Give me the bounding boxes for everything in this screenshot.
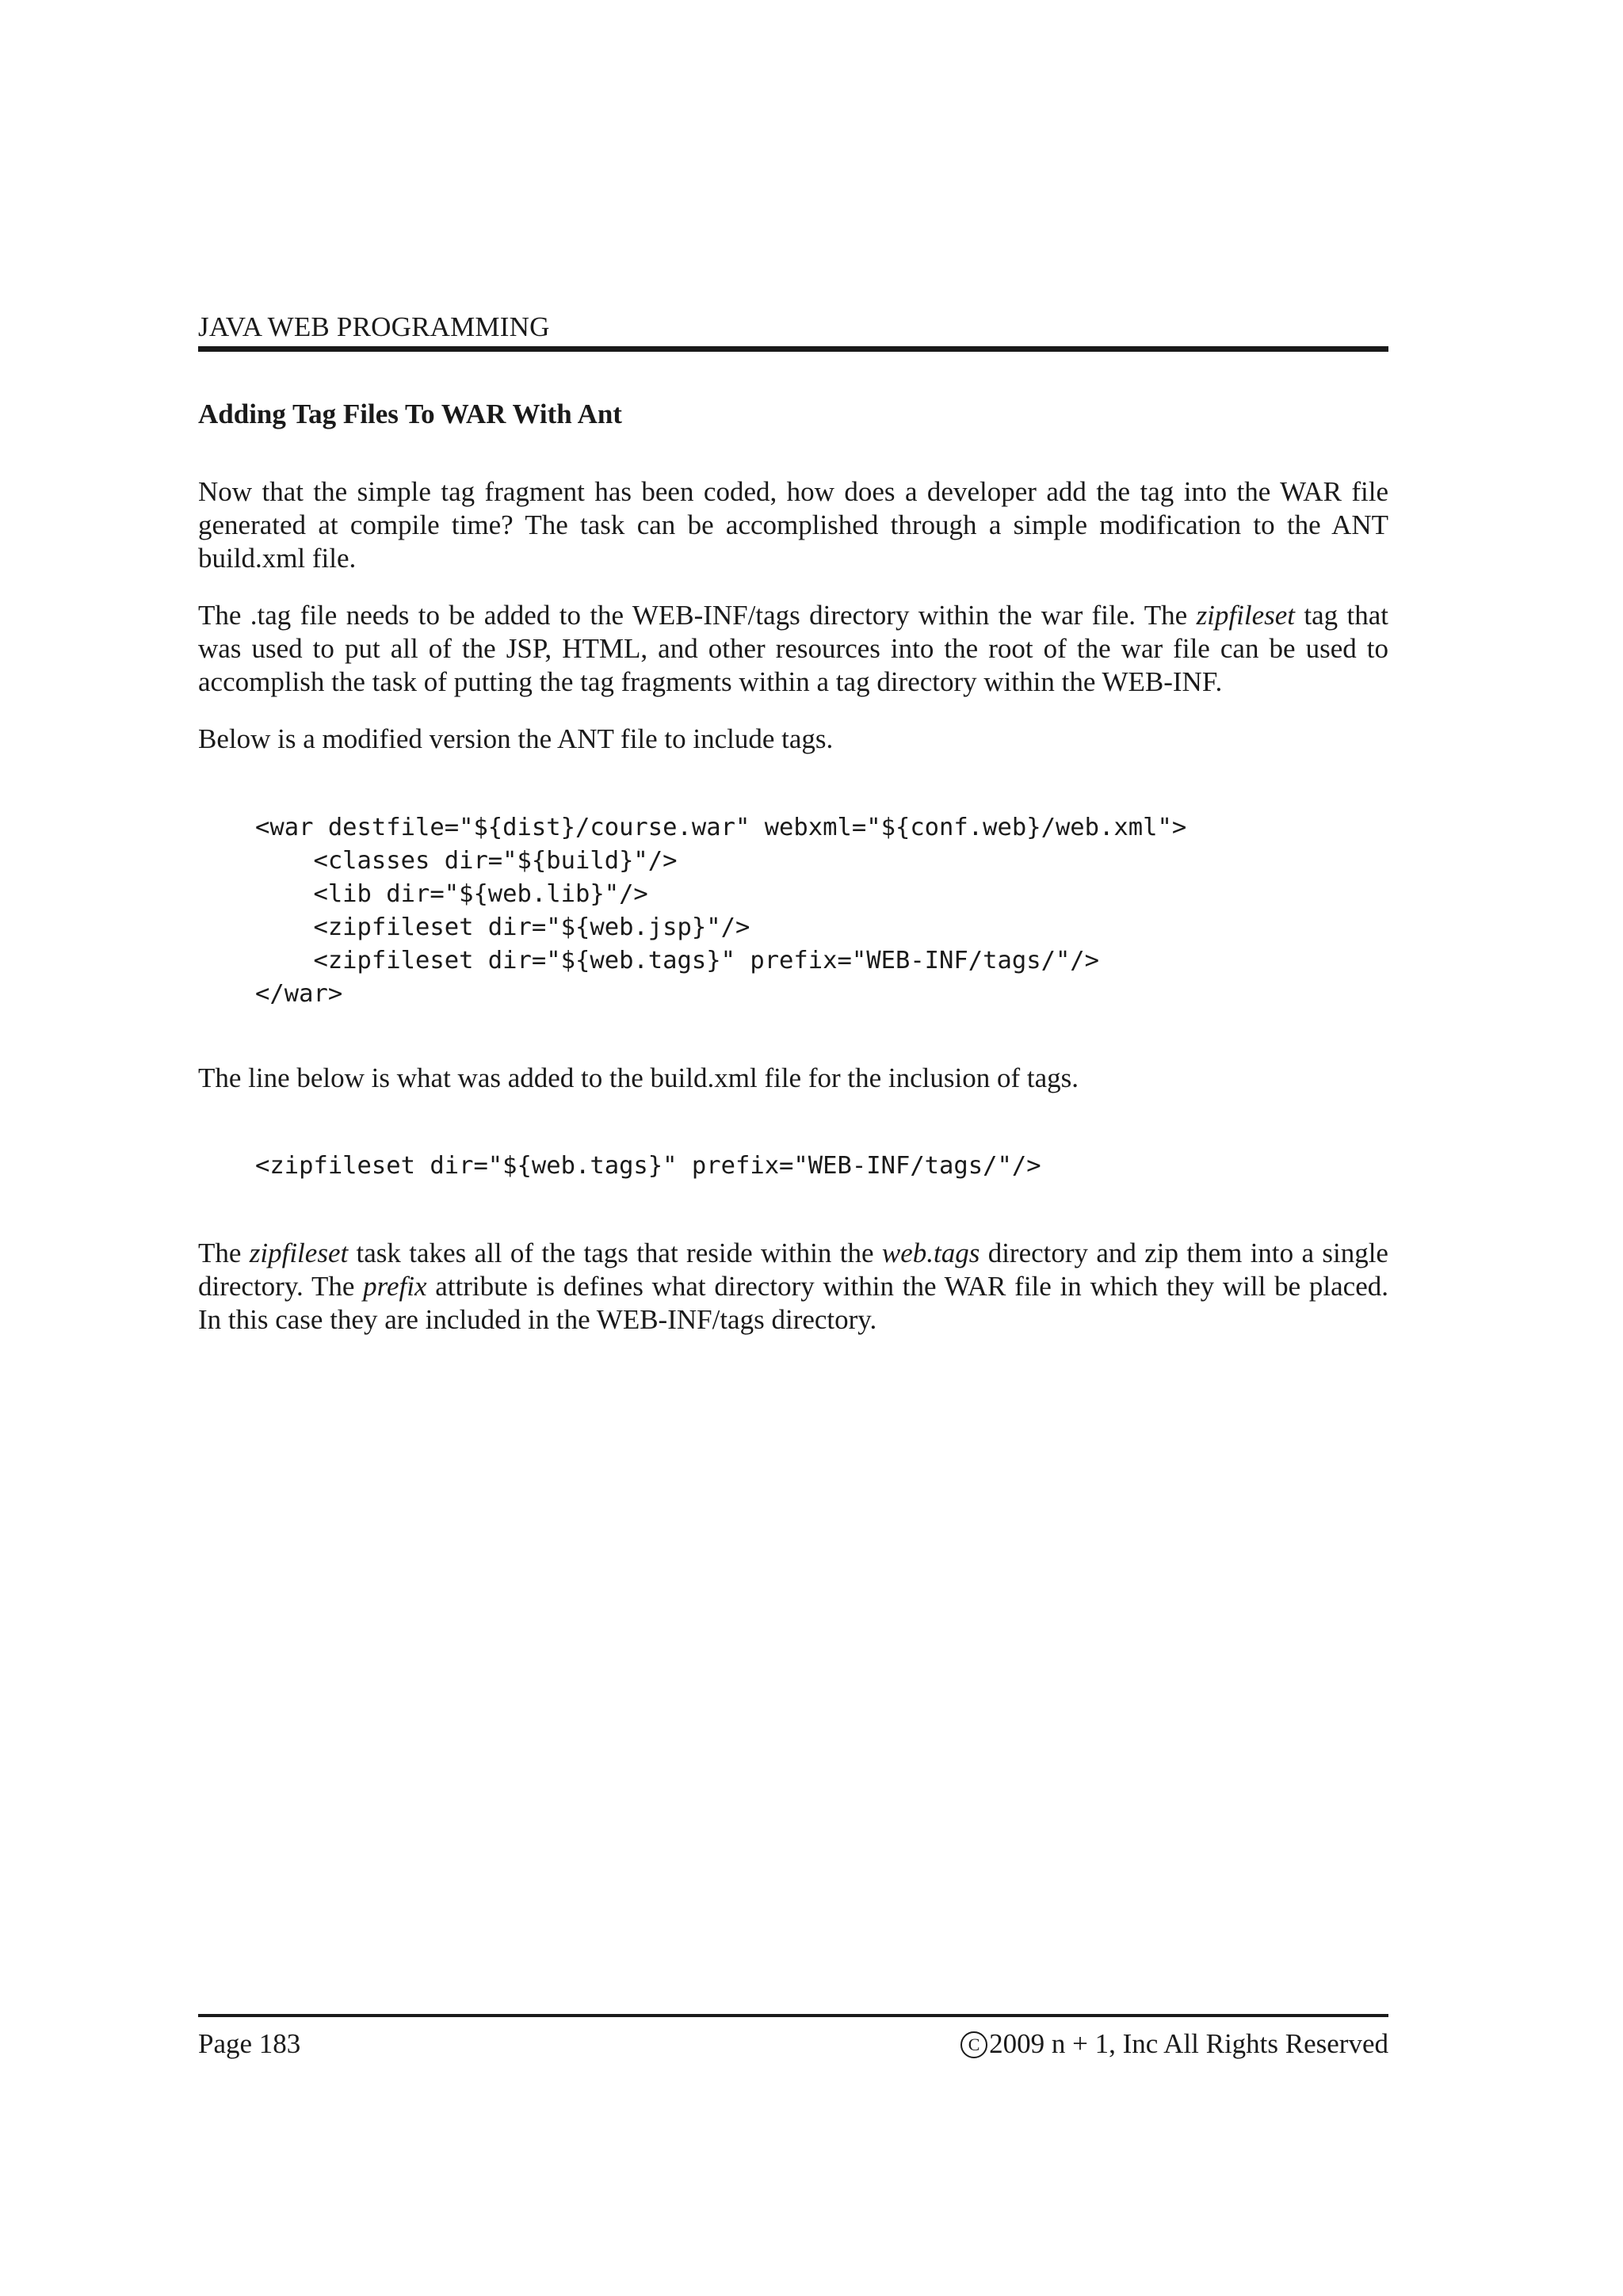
paragraph-modified-version: Below is a modified version the ANT file to include tags. — [198, 723, 834, 754]
copyright-notice — [960, 2027, 1388, 2061]
header-rule — [198, 346, 1388, 352]
copyright-symbol: C — [960, 2031, 987, 2058]
footer-rule — [198, 2014, 1388, 2017]
paragraph-text: The .tag file needs to be added to the WEB-INF/tags directory within the war file. The — [198, 600, 1197, 631]
emphasis-prefix: prefix — [363, 1271, 427, 1302]
paragraph-tag-location — [198, 599, 1388, 699]
paragraph-text: task takes all of the tags that reside within the — [348, 1238, 882, 1268]
paragraph-intro: Now that the simple tag fragment has been coded, how does a developer add the tag into the WAR file generated at compile time? The task can be accomplished through a simple modification to the ANT build.xml file. — [198, 476, 1388, 574]
running-header: JAVA WEB PROGRAMMING — [198, 311, 550, 342]
page-number: Page 183 — [198, 2028, 301, 2059]
paragraph-text: directory and zip them into a single directory. The — [198, 1238, 1388, 1302]
paragraph-zipfileset-explanation — [198, 1237, 1388, 1337]
paragraph-text: The — [198, 1238, 250, 1268]
section-title: Adding Tag Files To WAR With Ant — [198, 399, 622, 429]
emphasis-zipfileset: zipfileset — [1196, 600, 1295, 631]
copyright-text: 2009 n + 1, Inc All Rights Reserved — [989, 2028, 1388, 2059]
paragraph-added-line: The line below is what was added to the build.xml file for the inclusion of tags. — [198, 1062, 1079, 1093]
paragraph-text: attribute is defines what directory within the WAR file in which they will be placed. In this case they are included in the WEB-INF/tags directory. — [198, 1271, 1389, 1335]
paragraph-text: tag that was used to put all of the JSP, HTML, and other resources into the root of the war file can be used to accomplish the task of putting the tag fragments within a tag directory within the WEB-INF. — [198, 600, 1388, 697]
code-block-zipfileset: <zipfileset dir="${web.tags}" prefix="WEB-INF/tags/"/> — [255, 1152, 1041, 1180]
code-block-war-task: <war destfile="${dist}/course.war" webxml="${conf.web}/web.xml"> <classes dir="${build}"/> <lib dir="${web.lib}"/> <zipfileset dir="${web.jsp}"/> <zipfileset dir="${web.tags}" prefix="WEB-INF/tags/"/> </war> — [255, 814, 1187, 1008]
emphasis-web-tags: web.tags — [881, 1238, 980, 1268]
emphasis-zipfileset: zipfileset — [249, 1238, 349, 1268]
